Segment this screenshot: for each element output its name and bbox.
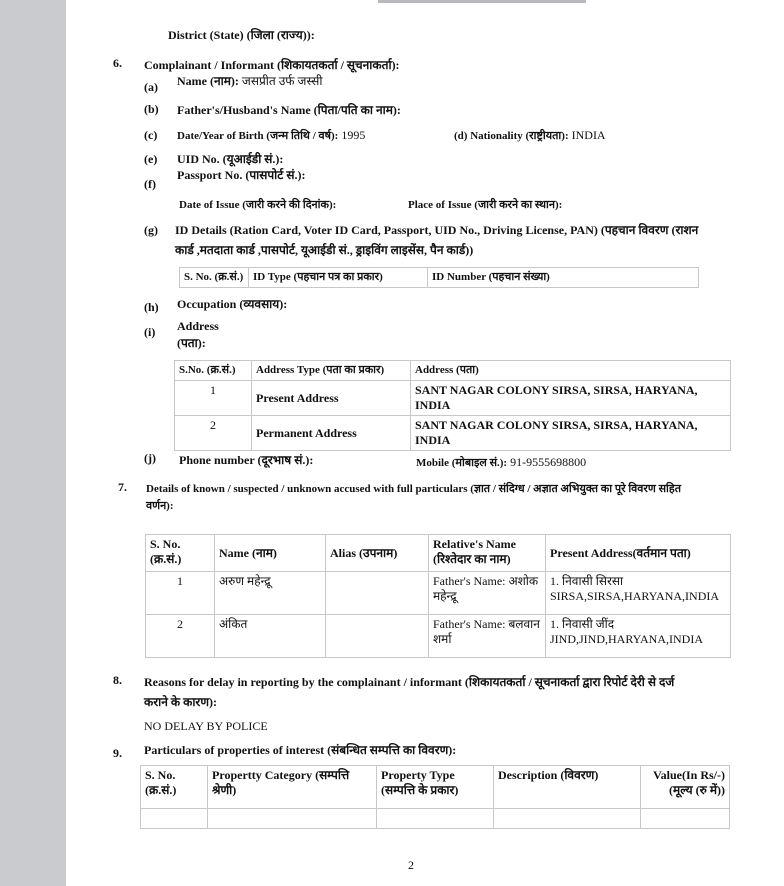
addr-line1: SANT NAGAR COLONY SIRSA, SIRSA, HARYANA, bbox=[415, 383, 698, 397]
uid-label: UID No. (यूआईडी सं.): bbox=[177, 152, 284, 166]
prop-empty-cell bbox=[494, 809, 641, 829]
nationality-value: INDIA bbox=[571, 128, 606, 142]
mobile-label: Mobile (मोबाइल सं.): bbox=[416, 457, 508, 469]
relative-line1: Father's Name: अशोक bbox=[433, 574, 539, 588]
prop-col-category-header bbox=[208, 766, 377, 809]
addr-line2: INDIA bbox=[415, 433, 451, 447]
section-6-title: Complainant / Informant (शिकायतकर्ता / सूचनाकर्ता): bbox=[144, 58, 400, 72]
occupation-label: Occupation (व्यवसाय): bbox=[177, 297, 288, 311]
table-row bbox=[141, 766, 730, 809]
passport-label: Passport No. (पासपोर्ट सं.): bbox=[177, 168, 306, 182]
prop-value-header-line1: Value(In Rs/-) bbox=[653, 768, 725, 782]
prop-category-header-line1: Propertty Category (सम्पत्ति bbox=[212, 768, 350, 782]
prop-col-description-header: Description (विवरण) bbox=[494, 766, 641, 809]
item-a-label: (a) bbox=[144, 80, 158, 94]
nationality-row bbox=[454, 128, 606, 144]
item-e-label: (e) bbox=[144, 152, 158, 166]
table-row bbox=[146, 572, 731, 615]
accused-sno: 1 bbox=[146, 572, 215, 615]
relative-line2: महेन्द्रू bbox=[433, 589, 457, 603]
prop-empty-cell bbox=[208, 809, 377, 829]
addr-col-type-header: Address Type (पता का प्रकार) bbox=[252, 361, 411, 381]
accused-col-sno-header bbox=[146, 535, 215, 572]
accused-address bbox=[546, 572, 731, 615]
mobile-row bbox=[416, 455, 586, 471]
dob-label: Date/Year of Birth (जन्म तिथि / वर्ष): bbox=[177, 130, 339, 142]
item-b-label: (b) bbox=[144, 102, 159, 116]
table-row bbox=[180, 268, 699, 288]
prop-col-sno-header bbox=[141, 766, 208, 809]
accused-sno: 2 bbox=[146, 615, 215, 658]
addr-line2: INDIA bbox=[415, 398, 451, 412]
section-8-title-line1: Reasons for delay in reporting by the complainant / informant (शिकायतकर्ता / सूचनाकर्ता द्वारा रिपोर्ट देरी से दर्ज bbox=[144, 675, 675, 689]
item-i-label: (i) bbox=[144, 325, 156, 339]
section-6-number: 6. bbox=[113, 56, 122, 70]
addr-value bbox=[411, 381, 731, 416]
accused-table bbox=[145, 534, 731, 658]
date-of-issue-label: Date of Issue (जारी करने की दिनांक): bbox=[179, 199, 337, 211]
table-row bbox=[146, 535, 731, 572]
addr-type: Permanent Address bbox=[252, 416, 411, 451]
table-row bbox=[175, 381, 731, 416]
prop-col-value-header bbox=[641, 766, 730, 809]
accused-col-address-header: Present Address(वर्तमान पता) bbox=[546, 535, 731, 572]
mobile-value: 91-9555698800 bbox=[510, 455, 587, 469]
name-value: जसप्रीत उर्फ जस्सी bbox=[241, 74, 323, 88]
accused-col-alias-header: Alias (उपनाम) bbox=[326, 535, 429, 572]
addr-col-sno-header: S.No. (क्र.सं.) bbox=[175, 361, 252, 381]
document-page bbox=[66, 0, 784, 886]
addr-sno: 2 bbox=[175, 416, 252, 451]
id-col-sno-header: S. No. (क्र.सं.) bbox=[180, 268, 249, 288]
accused-address-line1: 1. निवासी सिरसा bbox=[550, 574, 624, 588]
prop-empty-cell bbox=[141, 809, 208, 829]
accused-address bbox=[546, 615, 731, 658]
item-h-label: (h) bbox=[144, 300, 159, 314]
section-7-title-line1: Details of known / suspected / unknown accused with full particulars (ज्ञात / संदिग्ध / अज्ञात अभियुक्त का पूरे विवरण सहित bbox=[146, 483, 681, 495]
addr-line1: SANT NAGAR COLONY SIRSA, SIRSA, HARYANA, bbox=[415, 418, 698, 432]
id-col-number-header: ID Number (पहचान संख्या) bbox=[428, 268, 699, 288]
prop-value-header-line2: (मूल्य (रु में)) bbox=[669, 783, 725, 797]
name-label: Name (नाम): bbox=[177, 74, 239, 88]
accused-relative bbox=[429, 572, 546, 615]
complainant-name-row bbox=[177, 74, 322, 89]
accused-name: अंकित bbox=[215, 615, 326, 658]
accused-sno-header-en: S. No. bbox=[150, 537, 181, 551]
addr-col-address-header: Address (पता) bbox=[411, 361, 731, 381]
address-table bbox=[174, 360, 731, 451]
table-row bbox=[141, 809, 730, 829]
accused-relative bbox=[429, 615, 546, 658]
district-state-label: District (State) (जिला (राज्य)): bbox=[168, 28, 315, 42]
table-row bbox=[175, 361, 731, 381]
delay-reason-value: NO DELAY BY POLICE bbox=[144, 719, 268, 733]
accused-alias bbox=[326, 615, 429, 658]
dob-row bbox=[177, 128, 365, 144]
id-details-line2: कार्ड ,मतदाता कार्ड ,पासपोर्ट, यूआईडी सं., ड्राइविंग लाइसेंस, पैन कार्ड)) bbox=[175, 243, 474, 257]
section-8-title-line2: कराने के कारण): bbox=[144, 695, 218, 709]
accused-col-name-header: Name (नाम) bbox=[215, 535, 326, 572]
item-j-label: (j) bbox=[144, 451, 156, 465]
nationality-label: (d) Nationality (राष्ट्रीयता): bbox=[454, 130, 569, 142]
page-number: 2 bbox=[408, 858, 414, 872]
accused-address-line1: 1. निवासी जींद bbox=[550, 617, 615, 631]
place-of-issue-label: Place of Issue (जारी करने का स्थान): bbox=[408, 199, 563, 211]
father-husband-label: Father's/Husband's Name (पिता/पति का नाम): bbox=[177, 103, 401, 117]
phone-label: Phone number (दूरभाष सं.): bbox=[179, 453, 314, 467]
accused-name: अरुण महेन्द्रू bbox=[215, 572, 326, 615]
prop-sno-header-hi: (क्र.सं.) bbox=[145, 783, 177, 797]
prop-sno-header-en: S. No. bbox=[145, 768, 176, 782]
prop-category-header-line2: श्रेणी) bbox=[212, 783, 237, 797]
addr-value bbox=[411, 416, 731, 451]
section-7-title-line2: वर्णन): bbox=[146, 500, 174, 512]
item-c-label: (c) bbox=[144, 128, 158, 142]
prop-col-type-header bbox=[377, 766, 494, 809]
relative-header-en: Relative's Name bbox=[433, 537, 516, 551]
table-row bbox=[146, 615, 731, 658]
item-g-label: (g) bbox=[144, 223, 158, 237]
section-7-number: 7. bbox=[118, 480, 127, 494]
dob-value: 1995 bbox=[341, 128, 366, 142]
accused-address-line2: SIRSA,SIRSA,HARYANA,INDIA bbox=[550, 589, 720, 603]
relative-line1: Father's Name: बलवान bbox=[433, 617, 540, 631]
table-row bbox=[175, 416, 731, 451]
address-label-hindi: (पता): bbox=[177, 336, 206, 350]
section-9-number: 9. bbox=[113, 746, 122, 760]
accused-col-relative-header bbox=[429, 535, 546, 572]
addr-sno: 1 bbox=[175, 381, 252, 416]
id-details-table bbox=[179, 267, 699, 288]
accused-sno-header-hi: (क्र.सं.) bbox=[150, 552, 182, 566]
id-details-line1: ID Details (Ration Card, Voter ID Card, Passport, UID No., Driving License, PAN) (पहचान विवरण (राशन bbox=[175, 223, 699, 237]
address-label: Address bbox=[177, 319, 219, 333]
relative-header-hi: (रिश्तेदार का नाम) bbox=[433, 552, 511, 566]
relative-line2: शर्मा bbox=[433, 632, 452, 646]
prop-type-header-line2: (सम्पत्ति के प्रकार) bbox=[381, 783, 459, 797]
id-col-type-header: ID Type (पहचान पत्र का प्रकार) bbox=[249, 268, 428, 288]
accused-address-line2: JIND,JIND,HARYANA,INDIA bbox=[550, 632, 703, 646]
page-top-strip bbox=[378, 0, 586, 3]
accused-alias bbox=[326, 572, 429, 615]
prop-type-header-line1: Property Type bbox=[381, 768, 455, 782]
section-8-number: 8. bbox=[113, 673, 122, 687]
item-f-label: (f) bbox=[144, 177, 156, 191]
section-9-title: Particulars of properties of interest (संबन्धित सम्पत्ति का विवरण): bbox=[144, 743, 457, 757]
properties-table bbox=[140, 765, 730, 829]
prop-empty-cell bbox=[377, 809, 494, 829]
addr-type: Present Address bbox=[252, 381, 411, 416]
prop-empty-cell bbox=[641, 809, 730, 829]
